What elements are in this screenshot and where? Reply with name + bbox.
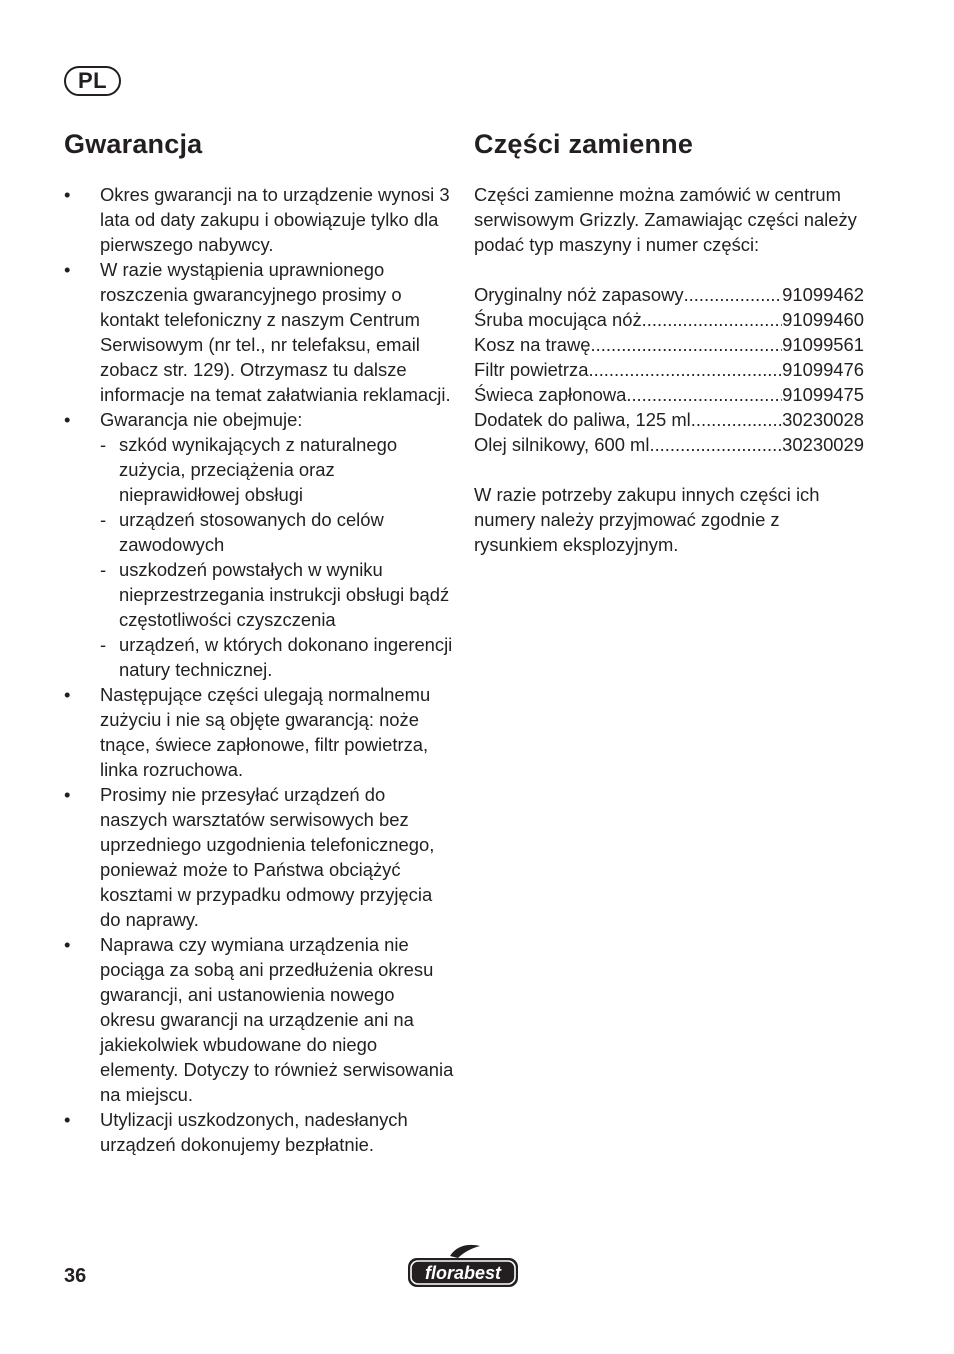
warranty-heading: Gwarancja (64, 129, 203, 159)
sub-list-item (100, 557, 454, 632)
leader-dots (626, 382, 782, 407)
part-row (474, 382, 864, 407)
spare-parts-outro: W razie potrzeby zakupu innych części ich numery należy przyjmować zgodnie z rysunkiem eksplozyjnym. (474, 484, 820, 555)
list-item-text: Naprawa czy wymiana urządzenia nie pociąga za sobą ani przedłużenia okresu gwarancji, ani ustanowienia nowego okresu gwarancji na urządzenie ani na jakiekolwiek wbudowane do niego elementy. Dotyczy to również serwisowania na miejscu. (100, 934, 454, 1105)
florabest-logo-icon (406, 1242, 520, 1290)
bullet-icon: • (64, 1109, 71, 1130)
list-item-text: Utylizacji uszkodzonych, nadesłanych urządzeń dokonujemy bezpłatnie. (100, 1109, 408, 1155)
bullet-icon: • (64, 684, 71, 705)
part-name: Kosz na trawę (474, 334, 591, 355)
part-row (474, 357, 864, 382)
sub-list-item-text: urządzeń, w których dokonano ingerencji natury technicznej. (119, 634, 453, 680)
bullet-icon: • (64, 934, 71, 955)
list-item (64, 932, 454, 1107)
leader-dots (588, 357, 782, 382)
list-item-text: Prosimy nie przesyłać urządzeń do naszych warsztatów serwisowych bez uprzedniego uzgodnienia telefonicznego, ponieważ może to Państwa obciążyć kosztami w przypadku odmowy przyjęcia do naprawy. (100, 784, 435, 930)
part-row (474, 332, 864, 357)
part-number: 30230029 (782, 434, 864, 455)
part-row (474, 282, 864, 307)
list-item-text: Gwarancja nie obejmuje: (100, 409, 303, 430)
spare-parts-intro: Części zamienne można zamówić w centrum serwisowym Grizzly. Zamawiając części należy podać typ maszyny i numer części: (474, 184, 857, 255)
list-item (64, 1107, 454, 1157)
exclusions-list (100, 432, 454, 682)
page-number: 36 (64, 1265, 87, 1287)
warranty-section (64, 126, 454, 1157)
part-number: 91099460 (782, 309, 864, 330)
logo-text: florabest (424, 1263, 502, 1283)
sub-list-item-text: urządzeń stosowanych do celów zawodowych (119, 509, 384, 555)
leader-dots (591, 332, 783, 357)
list-item (64, 257, 454, 407)
list-item-text: Okres gwarancji na to urządzenie wynosi 3 lata od daty zakupu i obowiązuje tylko dla pierwszego nabywcy. (100, 184, 450, 255)
sub-list-item-text: uszkodzeń powstałych w wyniku nieprzestrzegania instrukcji obsługi bądź częstotliwości czyszczenia (119, 559, 450, 630)
bullet-icon: • (64, 184, 71, 205)
part-name: Oryginalny nóż zapasowy (474, 284, 684, 305)
part-number: 91099476 (782, 359, 864, 380)
dash-icon: - (100, 509, 107, 530)
brand-logo (406, 1242, 520, 1295)
part-name: Śruba mocująca nóż (474, 309, 642, 330)
part-row (474, 432, 864, 457)
spare-parts-heading: Części zamienne (474, 129, 694, 159)
list-item (64, 682, 454, 782)
leader-dots (642, 307, 783, 332)
dash-icon: - (100, 559, 107, 580)
leader-dots (649, 432, 782, 457)
sub-list-item (100, 507, 454, 557)
language-badge: PL (64, 66, 121, 96)
bullet-icon: • (64, 409, 71, 430)
part-row (474, 407, 864, 432)
spare-parts-section (474, 126, 864, 557)
part-number: 91099475 (782, 384, 864, 405)
part-number: 91099561 (782, 334, 864, 355)
spare-parts-list (474, 282, 864, 457)
part-row (474, 307, 864, 332)
bullet-icon: • (64, 784, 71, 805)
sub-list-item-text: szkód wynikających z naturalnego zużycia, przeciążenia oraz nieprawidłowej obsługi (119, 434, 398, 505)
leader-dots (684, 282, 783, 307)
part-name: Świeca zapłonowa (474, 384, 627, 405)
list-item-text: W razie wystąpienia uprawnionego roszczenia gwarancyjnego prosimy o kontakt telefoniczny z naszym Centrum Serwisowym (nr tel., nr telefaksu, email zobacz str. 129). Otrzymasz tu dalsze informacje na temat załatwiania reklamacji. (100, 259, 451, 405)
dash-icon: - (100, 634, 107, 655)
sub-list-item (100, 432, 454, 507)
part-name: Olej silnikowy, 600 ml (474, 434, 650, 455)
list-item (64, 782, 454, 932)
dash-icon: - (100, 434, 107, 455)
bullet-icon: • (64, 259, 71, 280)
warranty-list (64, 182, 454, 1157)
part-name: Dodatek do paliwa, 125 ml (474, 409, 691, 430)
leader-dots (691, 407, 782, 432)
part-number: 91099462 (782, 284, 864, 305)
sub-list-item (100, 632, 454, 682)
list-item (64, 407, 454, 682)
part-number: 30230028 (782, 409, 864, 430)
list-item (64, 182, 454, 257)
list-item-text: Następujące części ulegają normalnemu zużyciu i nie są objęte gwarancją: noże tnące, świece zapłonowe, filtr powietrza, linka rozruchowa. (100, 684, 431, 780)
part-name: Filtr powietrza (474, 359, 589, 380)
